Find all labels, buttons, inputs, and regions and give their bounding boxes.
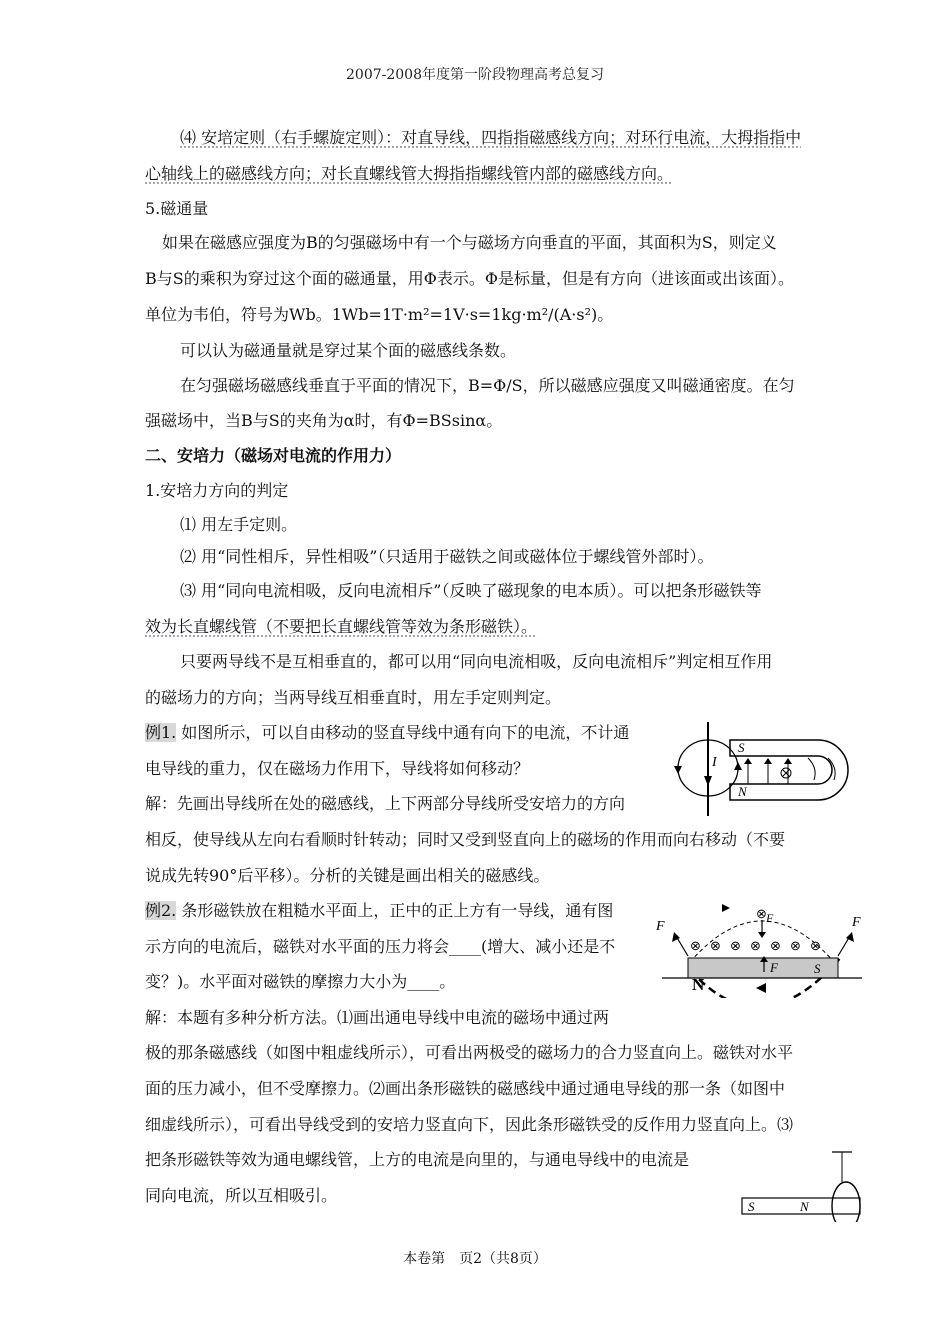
example-tag: 例2.	[145, 901, 177, 920]
pole-n-label: N	[692, 975, 705, 994]
pole-s-label: S	[738, 740, 745, 755]
text-line: 强磁场中，当B与S的夹角为α时，有Φ=BSsinα。	[145, 411, 503, 430]
text-line: 电导线的重力，仅在磁场力作用下，导线将如何移动？	[145, 759, 530, 778]
force-f-label: F	[766, 911, 774, 925]
text-line: 的磁场力的方向；当两导线互相垂直时，用左手定则判定。	[145, 688, 562, 707]
section-heading: 二、安培力（磁场对电流的作用力）	[145, 446, 402, 465]
example-tag: 例1.	[145, 723, 177, 742]
text-line: ⑶ 用“同向电流相吸，反向电流相斥”（反映了磁现象的电本质）。可以把条形磁铁等	[180, 581, 762, 600]
horseshoe-magnet-figure	[668, 718, 870, 820]
subsection-heading: 1.安培力方向的判定	[145, 481, 289, 500]
svg-text:⊗: ⊗	[710, 938, 721, 953]
text-line: ⑷ 安培定则（右手螺旋定则）：对直导线，四指指磁感线方向；对环行电流，大拇指指中	[180, 128, 802, 147]
text-line: ⑵ 用“同性相斥，异性相吸”（只适用于磁铁之间或磁体位于螺线管外部时）。	[180, 547, 714, 566]
text-line: B与S的乘积为穿过这个面的磁通量，用Φ表示。Φ是标量，但是有方向（进该面或出该面）。	[145, 269, 794, 288]
pole-s-label: S	[748, 1199, 755, 1214]
svg-text:⊗: ⊗	[810, 938, 821, 953]
text-line: ⑴ 用左手定则。	[180, 515, 298, 534]
text-line: 同向电流，所以互相吸引。	[145, 1186, 338, 1205]
page-footer: 本卷第 页2（共8页）	[403, 1251, 547, 1267]
pole-n-label: N	[800, 1199, 809, 1214]
text-line: 变？)。水平面对磁铁的摩擦力大小为____。	[145, 972, 456, 991]
example-1-line	[145, 721, 629, 745]
text-line: 示方向的电流后，磁铁对水平面的压力将会____(增大、减小还是不	[145, 937, 616, 956]
text-line: 单位为韦伯，符号为Wb。1Wb=1T·m²=1V·s=1kg·m²/(A·s²)。	[145, 305, 614, 324]
text-line: 细虚线所示），可看出导线受到的安培力竖直向下，因此条形磁铁受的反作用力竖直向上。⑶	[145, 1115, 794, 1134]
force-f-label: F	[852, 915, 861, 930]
pole-n-label: N	[738, 784, 747, 799]
example-2-line	[145, 899, 613, 923]
example-text: 条形磁铁放在粗糙水平面上，正中的正上方有一导线，通有图	[176, 901, 614, 920]
text-line: 面的压力减小，但不受摩擦力。⑵画出条形磁铁的磁感线中通过通电导线的那一条（如图中	[145, 1079, 786, 1098]
text-line: 心轴线上的磁感线方向；对长直螺线管大拇指指螺线管内部的磁感线方向。	[145, 164, 674, 183]
text-line: 相反，使导线从左向右看顺时针转动；同时又受到竖直向上的磁场的作用而向右移动（不要	[145, 830, 786, 849]
svg-text:⊗: ⊗	[770, 938, 781, 953]
wire-into-page-icon: ⊗	[756, 906, 767, 921]
svg-text:⊗: ⊗	[750, 938, 761, 953]
arrow-icon	[734, 762, 742, 770]
current-row	[690, 938, 821, 953]
text-line: 只要两导线不是互相垂直的，都可以用“同向电流相吸，反向电流相斥”判定相互作用	[180, 652, 773, 671]
field-line	[808, 758, 815, 780]
current-i-label: I	[712, 755, 717, 770]
current-loop	[832, 1182, 860, 1222]
text-line: 在匀强磁场磁感线垂直于平面的情况下，B=Φ/S，所以磁感应强度又叫磁通密度。在匀	[180, 376, 795, 395]
force-f-label: F	[770, 960, 778, 975]
page-header: 2007-2008年度第一阶段物理高考总复习	[346, 67, 604, 83]
pole-s-label: S	[814, 961, 821, 976]
text-line: 解：先画出导线所在处的磁感线，上下两部分导线所受安培力的方向	[145, 794, 626, 813]
force-f-label: F	[656, 919, 665, 934]
section-heading: 5.磁通量	[145, 199, 209, 218]
svg-text:⊗: ⊗	[690, 938, 701, 953]
arrow-icon	[744, 758, 752, 764]
text-line: 如果在磁感应强度为B的匀强磁场中有一个与磁场方向垂直的平面，其面积为S，则定义	[162, 233, 777, 252]
text-line: 效为长直螺线管（不要把长直螺线管等效为条形磁铁）。	[145, 617, 538, 636]
arrow-icon	[722, 904, 730, 912]
svg-text:⊗: ⊗	[730, 938, 741, 953]
current-arrow-icon	[704, 776, 712, 786]
example-text: 如图所示，可以自由移动的竖直导线中通有向下的电流，不计通	[176, 723, 630, 742]
arrow-icon	[674, 766, 682, 774]
arrow-icon	[784, 758, 792, 764]
text-line: 说成先转90°后平移）。分析的关键是画出相关的磁感线。	[145, 866, 550, 885]
text-line: 可以认为磁通量就是穿过某个面的磁感线条数。	[180, 341, 517, 360]
text-line: 解：本题有多种分析方法。⑴画出通电导线中电流的磁场中通过两	[145, 1008, 610, 1027]
text-line: 把条形磁铁等效为通电螺线管，上方的电流是向里的，与通电导线中的电流是	[145, 1150, 690, 1169]
text-line: 极的那条磁感线（如图中粗虚线所示），可看出两极受的磁场力的合力竖直向上。磁铁对水平	[145, 1043, 794, 1062]
hanging-loop-figure	[736, 1146, 870, 1222]
bar-magnet-figure	[652, 900, 870, 998]
arrow-icon	[756, 983, 766, 993]
svg-text:⊗: ⊗	[790, 938, 801, 953]
arrow-icon	[764, 758, 772, 764]
